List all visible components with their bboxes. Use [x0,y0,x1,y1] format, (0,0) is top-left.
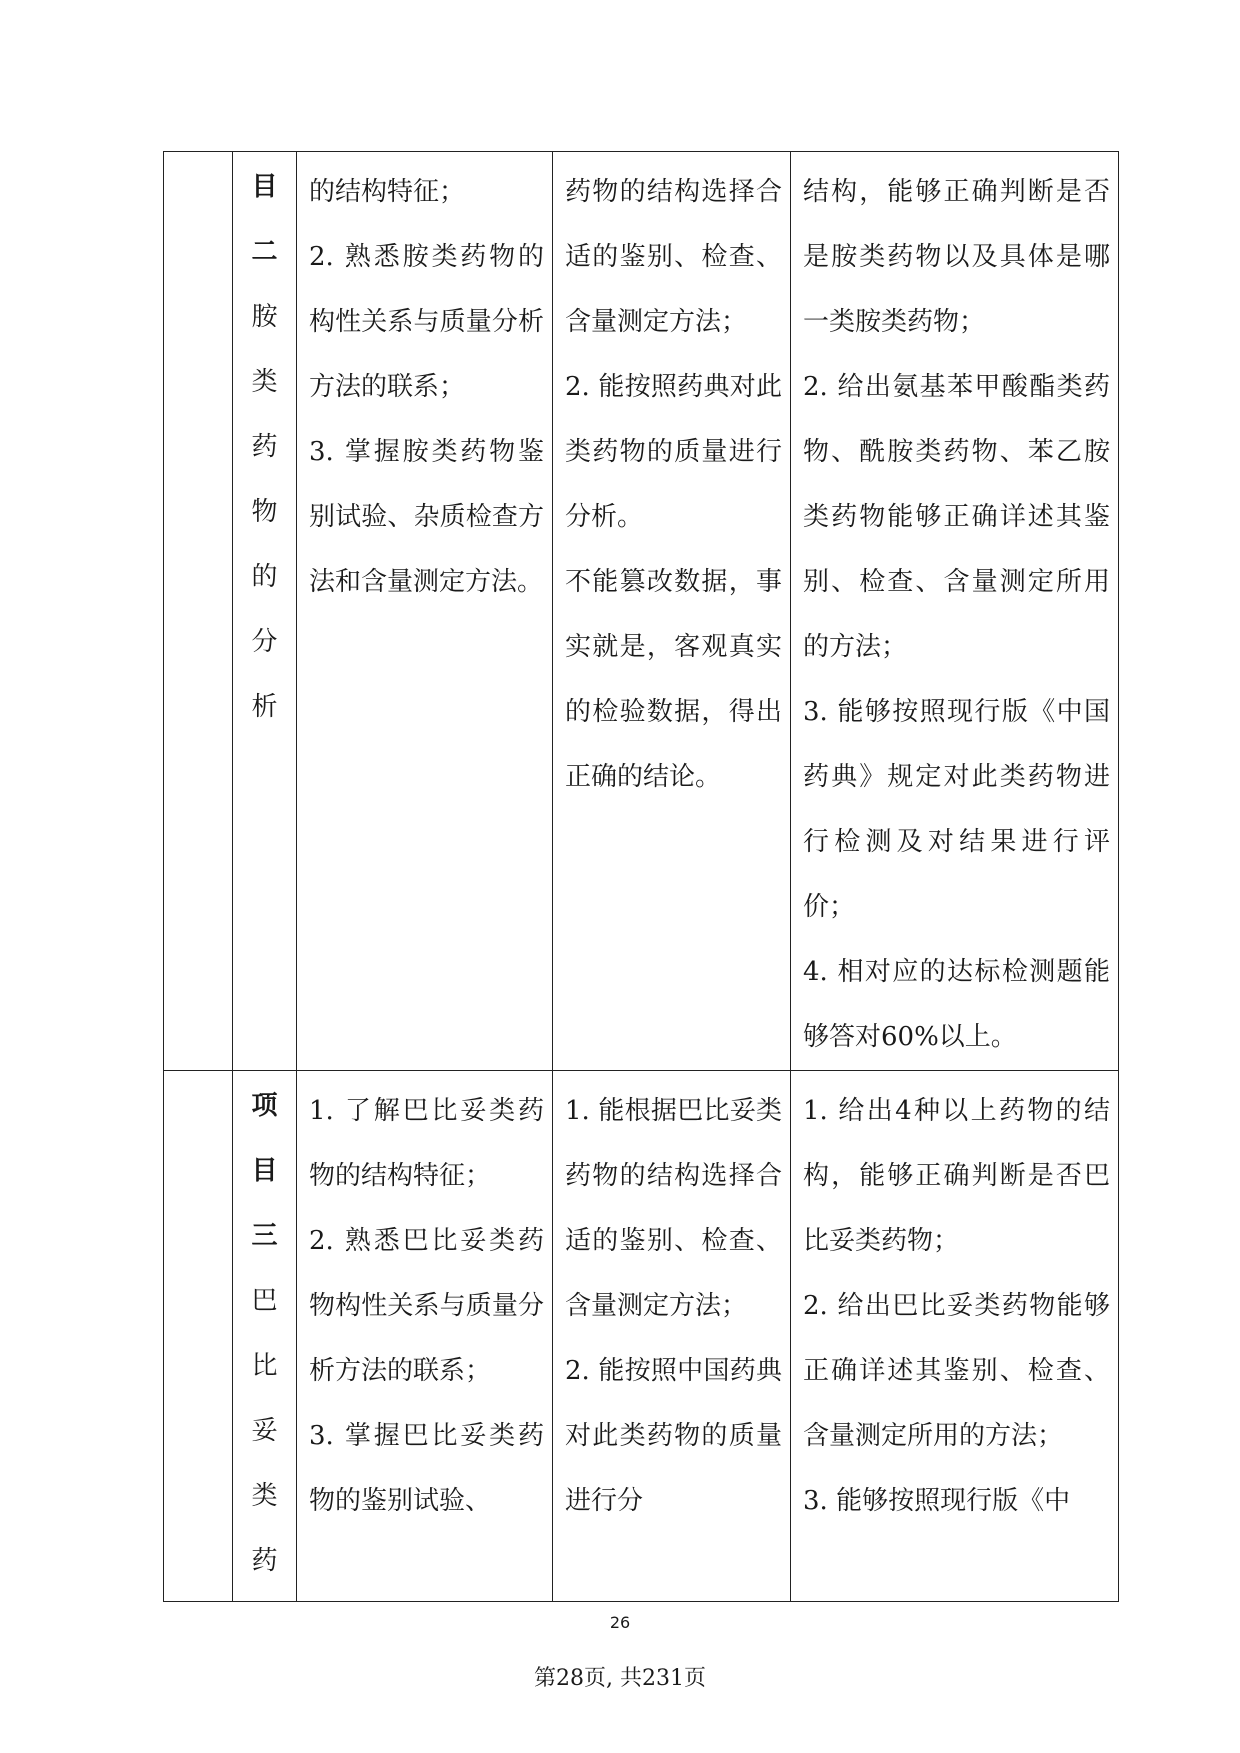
project-name-vertical [233,1071,296,1601]
assessment-paragraph: 1. 给出4种以上药物的结构，能够正确判断是否巴比妥类药物； [803,1096,1110,1256]
project-name-char: 的 [251,562,278,592]
table-row [164,1071,1119,1602]
assessment-paragraph: 结构，能够正确判断是否是胺类药物以及具体是哪一类胺类药物； [803,177,1110,337]
ability-paragraph: 2. 能按照药典对此类药物的质量进行分析。 [565,372,782,532]
knowledge-paragraph: 2. 熟悉巴比妥类药物构性关系与质量分析方法的联系； [309,1226,544,1386]
knowledge-paragraph: 的结构特征； [309,177,466,207]
table-row [164,152,1119,1071]
assessment-paragraph: 3. 能够按照现行版《中 [803,1486,1071,1516]
page-number: 26 [609,1613,631,1632]
page-footer: 第28页, 共231页 [534,1666,706,1691]
project-name-char: 析 [251,692,278,722]
empty-cell [164,1071,233,1602]
ability-paragraph: 1. 能根据巴比妥类药物的结构选择合适的鉴别、检查、含量测定方法； [565,1096,782,1321]
ability-goals-cell [553,1071,791,1602]
project-name-char: 药 [251,1546,278,1576]
project-name-char: 二 [251,237,278,267]
curriculum-table [163,151,1119,1602]
project-name-char: 物 [251,497,278,527]
project-name-char: 胺 [251,302,278,332]
empty-cell [164,152,233,1071]
project-name-cell [233,152,297,1071]
project-name-char: 比 [251,1351,278,1381]
assessment-paragraph: 4. 相对应的达标检测题能够答对60%以上。 [803,957,1110,1052]
assessment-paragraph: 3. 能够按照现行版《中国药典》规定对此类药物进行检测及对结果进行评价； [803,697,1110,922]
project-name-char: 妥 [251,1416,278,1446]
assessment-paragraph: 2. 给出巴比妥类药物能够正确详述其鉴别、检查、含量测定所用的方法； [803,1291,1110,1451]
knowledge-paragraph: 2. 熟悉胺类药物的构性关系与质量分析方法的联系； [309,242,544,402]
project-name-char: 目 [251,1156,278,1186]
project-name-char: 目 [251,172,278,202]
knowledge-goals-cell [297,1071,553,1602]
project-name-char: 类 [251,1481,278,1511]
ability-paragraph: 2. 能按照中国药典对此类药物的质量进行分 [565,1356,782,1516]
ability-paragraph: 药物的结构选择合适的鉴别、检查、含量测定方法； [565,177,782,337]
project-name-char: 三 [251,1221,278,1251]
knowledge-paragraph: 1. 了解巴比妥类药物的结构特征； [309,1096,544,1191]
project-name-char: 分 [251,627,278,657]
project-name-char: 类 [251,367,278,397]
ability-goals-cell [553,152,791,1071]
project-name-cell [233,1071,297,1602]
project-name-vertical [233,152,296,747]
knowledge-goals-cell [297,152,553,1071]
knowledge-paragraph: 3. 掌握胺类药物鉴别试验、杂质检查方法和含量测定方法。 [309,437,544,597]
project-name-char: 药 [251,432,278,462]
assessment-paragraph: 2. 给出氨基苯甲酸酯类药物、酰胺类药物、苯乙胺类药物能够正确详述其鉴别、检查、含量测定所用的方法； [803,372,1110,662]
assessment-cell [791,152,1119,1071]
project-name-char: 项 [251,1091,278,1121]
assessment-cell [791,1071,1119,1602]
ability-paragraph: 不能篡改数据，事实就是，客观真实的检验数据，得出正确的结论。 [565,567,782,792]
knowledge-paragraph: 3. 掌握巴比妥类药物的鉴别试验、 [309,1421,544,1516]
project-name-char: 巴 [251,1286,278,1316]
